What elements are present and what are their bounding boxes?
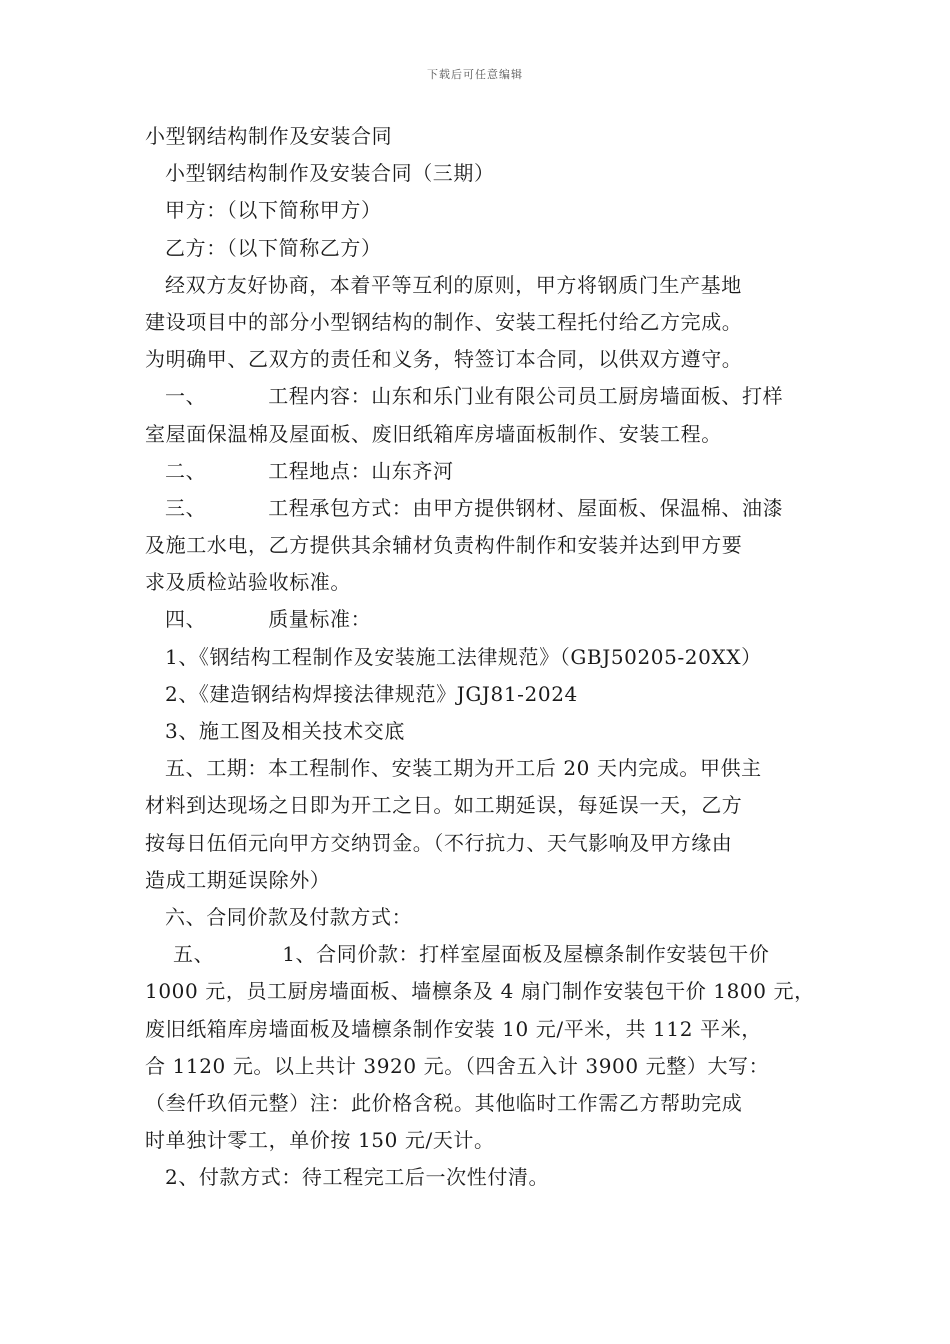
section-4-line [145, 601, 815, 638]
price-continuation: 合 1120 元。以上共计 3920 元。（四舍五入计 3900 元整）大写： [145, 1053, 770, 1078]
intro-line: 经双方友好协商，本着平等互利的原则，甲方将钢质门生产基地 [165, 272, 742, 297]
section-3-text: 工程承包方式：由甲方提供钢材、屋面板、保温棉、油漆 [268, 495, 784, 520]
section-5-continuation: 按每日伍佰元向甲方交纳罚金。（不行抗力、天气影响及甲方缘由 [145, 830, 733, 855]
section-3-continuation: 及施工水电，乙方提供其余辅材负责构件制作和安装并达到甲方要 [145, 533, 743, 558]
document-title: 小型钢结构制作及安装合同 [145, 124, 393, 148]
party-b-line: 乙方：（以下简称乙方） [165, 235, 382, 260]
section-3-number: 三、 [165, 495, 207, 520]
section-1-line [145, 378, 815, 415]
section-1-number: 一、 [165, 384, 207, 409]
section-3-continuation: 求及质检站验收标准。 [145, 570, 351, 595]
intro-line: 为明确甲、乙双方的责任和义务，特签订本合同，以供双方遵守。 [145, 347, 743, 372]
document-subtitle: 小型钢结构制作及安装合同（三期） [165, 161, 495, 186]
price-continuation: 1000 元，员工厨房墙面板、墙檩条及 4 扇门制作安装包干价 1800 元， [145, 979, 815, 1004]
section-1-continuation: 室屋面保温棉及屋面板、废旧纸箱库房墙面板制作、安装工程。 [145, 421, 722, 446]
intro-line: 建设项目中的部分小型钢结构的制作、安装工程托付给乙方完成。 [145, 309, 743, 334]
section-2-text: 工程地点：山东齐河 [268, 458, 454, 483]
standard-item: 3、施工图及相关技术交底 [165, 719, 405, 743]
standard-item: 2、《建造钢结构焊接法律规范》JGJ81-2024 [165, 681, 578, 706]
section-1-text: 工程内容：山东和乐门业有限公司员工厨房墙面板、打样 [268, 384, 784, 409]
price-sub-number: 五、 [173, 942, 215, 967]
section-5-continuation: 造成工期延误除外） [145, 867, 331, 892]
section-5-line: 五、工期：本工程制作、安装工期为开工后 20 天内完成。甲供主 [165, 756, 762, 781]
price-continuation: （叁仟玖佰元整）注：此价格含税。其他临时工作需乙方帮助完成 [145, 1090, 743, 1115]
section-2-line [145, 453, 815, 490]
section-5-continuation: 材料到达现场之日即为开工之日。如工期延误，每延误一天，乙方 [145, 793, 743, 818]
price-text: 1、合同价款：打样室屋面板及屋檩条制作安装包干价 [282, 942, 770, 967]
party-a-line: 甲方：（以下简称甲方） [165, 198, 382, 223]
price-line [145, 936, 815, 973]
standard-item: 1、《钢结构工程制作及安装施工法律规范》（GBJ50205-20XX） [165, 644, 762, 669]
contract-body [145, 118, 815, 1196]
section-4-text: 质量标准： [268, 607, 372, 632]
section-6-heading: 六、合同价款及付款方式： [165, 904, 413, 929]
section-2-number: 二、 [165, 458, 207, 483]
section-3-line [145, 490, 815, 527]
price-continuation: 时单独计零工，单价按 150 元/天计。 [145, 1128, 495, 1153]
payment-line: 2、付款方式：待工程完工后一次性付清。 [165, 1165, 550, 1190]
section-4-number: 四、 [165, 607, 207, 632]
header-note: 下载后可任意编辑 [427, 68, 523, 81]
price-continuation: 废旧纸箱库房墙面板及墙檩条制作安装 10 元/平米，共 112 平米， [145, 1016, 762, 1041]
